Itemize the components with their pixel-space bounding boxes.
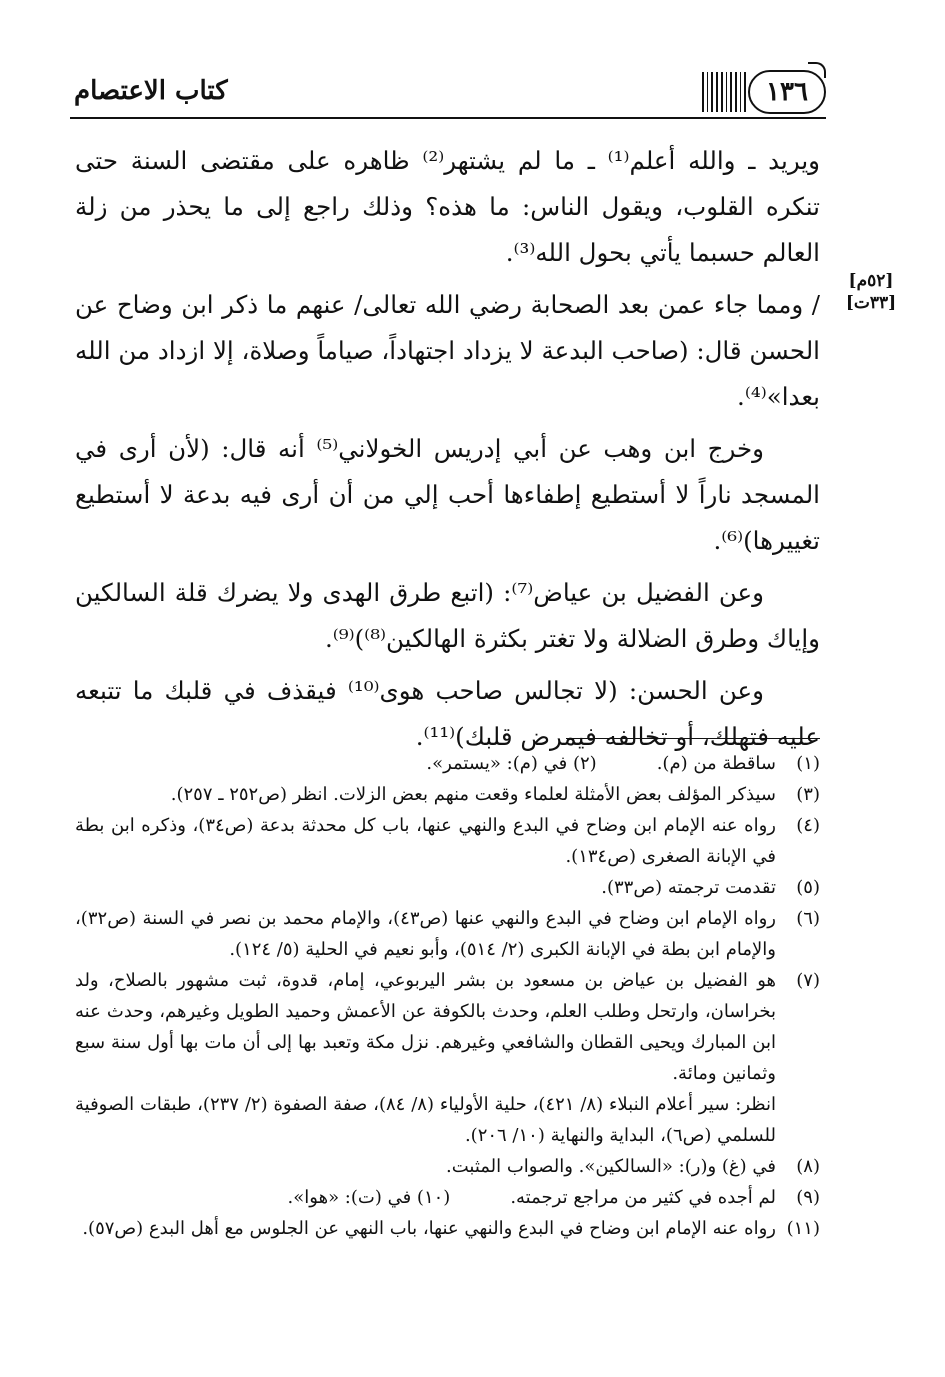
footnote-number: (١) [796, 753, 820, 774]
footnote-2: (٢) في (م): «يستمر». [426, 753, 597, 774]
footnote-number: (٩) [796, 1187, 820, 1208]
footnote-9 [75, 1182, 820, 1213]
footnote-number: (٥) [796, 877, 820, 898]
footnote-7 [75, 965, 820, 1151]
main-text [75, 138, 820, 766]
footnote-11 [75, 1213, 820, 1244]
book-title: كتاب الاعتصام [74, 76, 228, 106]
footnote-references: انظر: سير أعلام النبلاء (٨/ ٤٢١)، حلية الأولياء (٨/ ٨٤)، صفة الصفوة (٢/ ٢٣٧)، طبقات الصوفية للسلمي (ص٦)، البداية والنهاية (١٠/ ٢٠٦). [75, 1094, 776, 1146]
paragraph: وخرج ابن وهب عن أبي إدريس الخولاني⁽⁵⁾ أنه قال: (لأن أرى في المسجد ناراً لا أستطيع إطفاءها أحب إلي من أن أرى فيه بدعة لا أستطيع تغييرها)⁽⁶⁾. [75, 434, 820, 555]
footnote-number: (٨) [796, 1156, 820, 1177]
footnote-text: سيذكر المؤلف بعض الأمثلة لعلماء وقعت منهم بعض الزلات. انظر (ص٢٥٢ ـ ٢٥٧). [170, 784, 776, 805]
page-number-ornament [808, 62, 826, 78]
footnote-number: (١١) [786, 1218, 820, 1239]
footnote-number: (٧) [796, 970, 820, 991]
header-rule [70, 117, 826, 119]
paragraph: وعن الفضيل بن عياض⁽⁷⁾: (اتبع طرق الهدى ولا يضرك قلة السالكين وإياك وطرق الضلالة ولا تغتر بكثرة الهالكين⁽⁸⁾)⁽⁹⁾. [75, 578, 820, 653]
page-header [70, 62, 826, 120]
header-ornament [702, 72, 746, 112]
footnote-1 [75, 748, 820, 779]
footnote-number: (٤) [796, 815, 820, 836]
margin-ref-m: [٥٢م] [848, 271, 894, 291]
footnote-text: ساقطة من (م). [656, 753, 776, 774]
paragraph: ويريد ـ والله أعلم⁽¹⁾ ـ ما لم يشتهر⁽²⁾ ظاهره على مقتضى السنة حتى تنكره القلوب، ويقول الناس: ما هذه؟ وذلك راجع إلى ما يحذر من زلة العالم حسبما يأتي بحول الله⁽³⁾. [75, 146, 820, 267]
footnote-number: (٣) [796, 784, 820, 805]
footnote-text: هو الفضيل بن عياض بن مسعود بن بشر اليربوعي، إمام، قدوة، ثبت مشهور بالصلاح، ولد بخراسان، وارتحل وطلب العلم، وحدث بالكوفة عن الأعمش وحميد الطويل وغيرهم، وحدث عنه ابن المبارك ويحيى القطان والشافعي وغيرهم. نزل مكة وتعبد بها إلى أن مات بها أول سنة سبع وثمانين ومائة. [75, 970, 776, 1084]
paragraph: وعن الحسن: (لا تجالس صاحب هوى⁽¹⁰⁾ فيقذف في قلبك ما تتبعه عليه فتهلك، أو تخالفه فيمرض قلبك)⁽¹¹⁾. [75, 676, 820, 751]
footnote-4 [75, 810, 820, 872]
footnote-8 [75, 1151, 820, 1182]
footnote-text: تقدمت ترجمته (ص٣٣). [601, 877, 776, 898]
margin-ref-t: [٣٣ت] [845, 293, 897, 313]
margin-page-reference [836, 270, 906, 314]
footnote-5 [75, 872, 820, 903]
footnote-number: (٦) [796, 908, 820, 929]
footnote-6 [75, 903, 820, 965]
footnote-3 [75, 779, 820, 810]
paragraph: / ومما جاء عمن بعد الصحابة رضي الله تعالى/ عنهم ما ذكر ابن وضاح عن الحسن قال: (صاحب البدعة لا يزداد اجتهاداً، صياماً وصلاة، إلا ازداد من الله بعدا»⁽⁴⁾. [75, 290, 820, 411]
page-number: ١٣٦ [748, 70, 826, 114]
footnotes [75, 748, 820, 1244]
footnote-10: (١٠) في (ت): «هوا». [287, 1187, 451, 1208]
footnote-separator [566, 738, 820, 739]
footnote-text: رواه عنه الإمام ابن وضاح في البدع والنهي عنها، باب النهي عن الجلوس مع أهل البدع (ص٥٧). [82, 1218, 776, 1239]
footnote-text: رواه عنه الإمام ابن وضاح في البدع والنهي عنها، باب كل محدثة بدعة (ص٣٤)، وذكره ابن بطة في الإبانة الصغرى (ص١٣٤). [75, 815, 776, 867]
footnote-text: رواه الإمام ابن وضاح في البدع والنهي عنها (ص٤٣)، والإمام محمد بن نصر في السنة (ص٣٢)، والإمام ابن بطة في الإبانة الكبرى (٢/ ٥١٤)، وأبو نعيم في الحلية (٥/ ١٢٤). [75, 908, 777, 960]
footnote-text: لم أجده في كثير من مراجع ترجمته. [510, 1187, 776, 1208]
footnote-text: في (غ) و(ر): «السالكين». والصواب المثبت. [445, 1156, 776, 1177]
